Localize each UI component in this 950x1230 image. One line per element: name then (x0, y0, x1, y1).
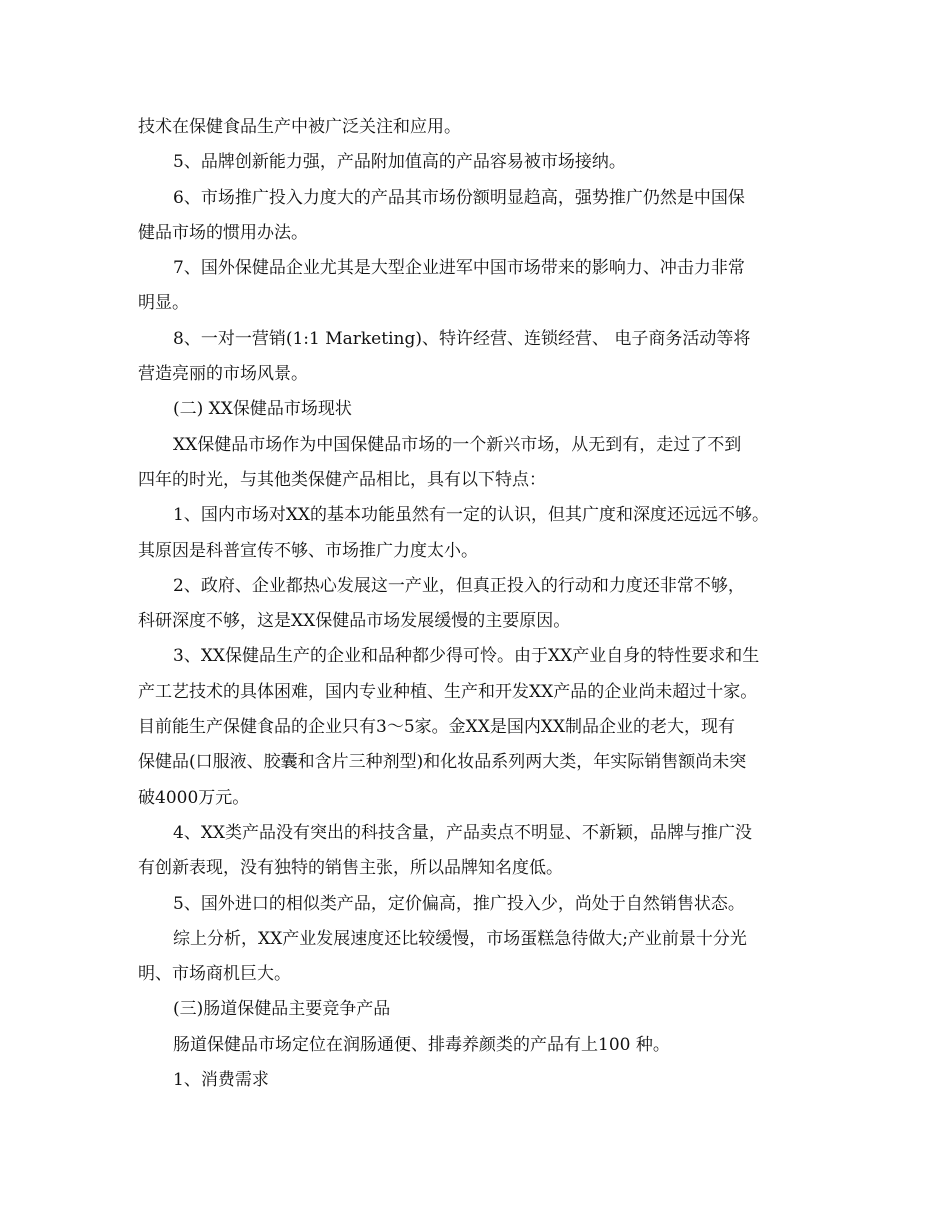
text-line: (二) XX保健品市场现状 (173, 399, 352, 420)
text-line: 明、市场商机巨大。 (138, 964, 291, 985)
text-line: 8、一对一营销(1:1 Marketing)、特许经营、连锁经营、 电子商务活动等将 (173, 328, 751, 349)
text-line: 6、市场推广投入力度大的产品其市场份额明显趋高，强势推广仍然是中国保 (173, 187, 745, 208)
text-line: 1、消费需求 (173, 1070, 269, 1091)
text-line: 营造亮丽的市场风景。 (138, 364, 308, 385)
text-line: 1、国内市场对XX的基本功能虽然有一定的认识，但其广度和深度还远远不够。 (173, 505, 770, 526)
text-line: 有创新表现，没有独特的销售主张，所以品牌知名度低。 (138, 858, 563, 879)
text-line: 目前能生产保健食品的企业只有3～5家。金XX是国内XX制品企业的老大，现有 (138, 717, 736, 738)
text-line: XX保健品市场作为中国保健品市场的一个新兴市场，从无到有，走过了不到 (173, 434, 742, 455)
text-line: 明显。 (138, 293, 189, 314)
text-line: 3、XX保健品生产的企业和品种都少得可怜。由于XX产业自身的特性要求和生 (173, 646, 760, 667)
text-line: 产工艺技术的具体困难，国内专业种植、生产和开发XX产品的企业尚未超过十家。 (138, 681, 758, 702)
text-line: 四年的时光，与其他类保健产品相比，具有以下特点： (138, 469, 546, 490)
text-line: 其原因是科普宣传不够、市场推广力度太小。 (138, 540, 478, 561)
text-line: 健品市场的惯用办法。 (138, 222, 308, 243)
text-line: (三)肠道保健品主要竞争产品 (173, 999, 391, 1020)
text-line: 7、国外保健品企业尤其是大型企业进军中国市场带来的影响力、冲击力非常 (173, 258, 745, 279)
text-line: 2、政府、企业都热心发展这一产业，但真正投入的行动和力度还非常不够， (173, 575, 745, 596)
text-line: 肠道保健品市场定位在润肠通便、排毒养颜类的产品有上100 种。 (173, 1034, 670, 1055)
body-text (138, 110, 828, 1098)
text-line: 5、品牌创新能力强，产品附加值高的产品容易被市场接纳。 (173, 152, 626, 173)
text-line: 科研深度不够，这是XX保健品市场发展缓慢的主要原因。 (138, 611, 571, 632)
text-line: 技术在保健食品生产中被广泛关注和应用。 (138, 117, 461, 137)
text-line: 保健品(口服液、胶囊和含片三种剂型)和化妆品系列两大类，年实际销售额尚未突 (138, 752, 747, 773)
text-line: 4、XX类产品没有突出的科技含量，产品卖点不明显、不新颖，品牌与推广没 (173, 822, 753, 843)
text-line: 综上分析，XX产业发展速度还比较缓慢，市场蛋糕急待做大;产业前景十分光 (173, 928, 747, 949)
text-line: 5、国外进口的相似类产品，定价偏高，推广投入少，尚处于自然销售状态。 (173, 893, 745, 914)
text-line: 破4000万元。 (138, 787, 250, 808)
